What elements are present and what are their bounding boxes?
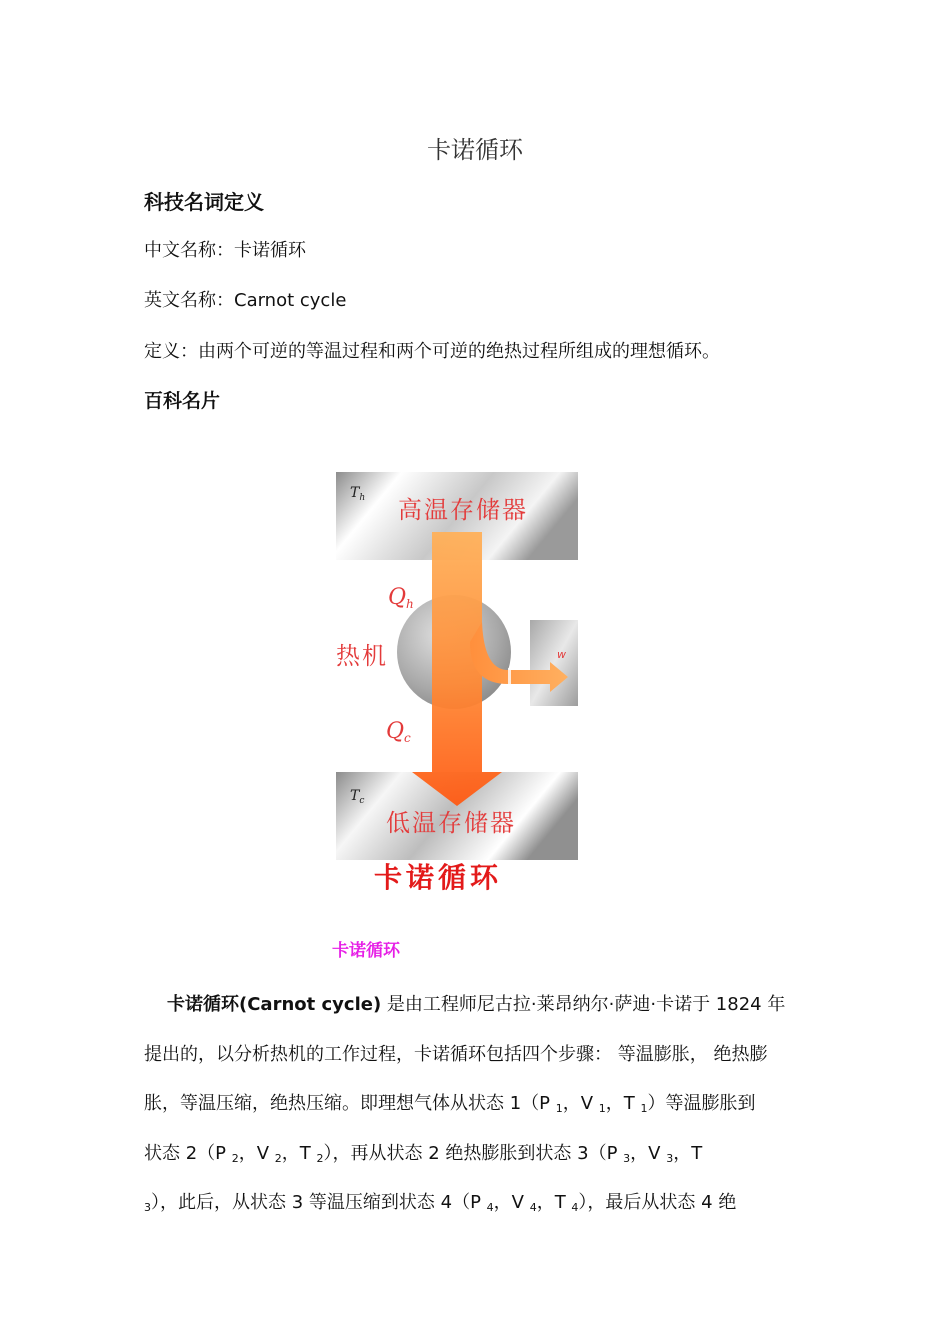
seg: ，T (281, 1142, 317, 1164)
diagram-svg (336, 472, 578, 894)
qc-label: Qc (386, 719, 411, 745)
subscript: 1 (555, 1102, 563, 1115)
body-line-3 (144, 1079, 809, 1129)
subscript: 2 (231, 1151, 239, 1165)
english-name: 英文名称：Carnot cycle (144, 290, 347, 311)
subscript: 4 (529, 1201, 537, 1214)
seg: ，V (238, 1142, 275, 1164)
figure-caption: 卡诺循环 (332, 941, 400, 961)
body-paragraph (144, 980, 809, 1228)
body-line-1 (144, 980, 809, 1030)
body-line-2: 提出的，以分析热机的工作过程，卡诺循环包括四个步骤： 等温膨胀， 绝热膨 (144, 1043, 768, 1065)
subscript: 3 (666, 1151, 674, 1165)
seg: ）等温膨胀到 (647, 1093, 756, 1114)
cold-reservoir-label: 低温存储器 (386, 809, 516, 837)
definition-text: 定义：由两个可逆的等温过程和两个可逆的绝热过程所组成的理想循环。 (144, 341, 720, 362)
subscript: 2 (274, 1151, 282, 1165)
body-line-4 (144, 1129, 809, 1179)
subscript: 1 (598, 1102, 606, 1115)
body-term: 卡诺循环(Carnot cycle) (167, 994, 382, 1015)
subscript: 1 (640, 1102, 648, 1115)
w-label: w (557, 648, 566, 661)
seg: ，T (605, 1093, 641, 1114)
carnot-cycle-diagram (336, 472, 578, 894)
engine-label: 热机 (336, 642, 388, 670)
qh-label: Qh (388, 585, 414, 611)
page-title: 卡诺循环 (427, 136, 523, 164)
seg: ，T (536, 1192, 572, 1213)
seg: ），此后，从状态 3 等温压缩到状态 4（P (151, 1192, 487, 1213)
bottom-title: 卡诺循环 (374, 861, 503, 894)
body-line-1-text: 是由工程师尼古拉·莱昂纳尔·萨迪·卡诺于 1824 年 (381, 994, 786, 1015)
seg: ，V (562, 1093, 599, 1114)
tc-label: $T_c$ (350, 788, 365, 806)
seg: ，V (493, 1192, 530, 1213)
seg: 状态 2（P (144, 1142, 232, 1164)
seg: 胀，等温压缩，绝热压缩。即理想气体从状态 1（P (144, 1093, 556, 1114)
subscript: 3 (623, 1151, 631, 1165)
seg: ），最后从状态 4 绝 (578, 1192, 737, 1213)
definition-heading: 科技名词定义 (144, 190, 264, 214)
card-heading: 百科名片 (144, 390, 221, 412)
th-label: $T_h$ (350, 485, 366, 503)
body-line-5 (144, 1178, 809, 1228)
branch-separator (508, 668, 511, 686)
subscript: 4 (571, 1201, 579, 1214)
hot-reservoir-label: 高温存储器 (398, 496, 528, 524)
chinese-name: 中文名称：卡诺循环 (144, 240, 306, 261)
subscript: 2 (316, 1151, 324, 1165)
seg: ），再从状态 2 绝热膨胀到状态 3（P (323, 1142, 624, 1164)
seg: ，V (630, 1142, 667, 1164)
subscript: 4 (486, 1201, 494, 1214)
work-block (530, 620, 578, 706)
seg: ，T (673, 1142, 703, 1164)
subscript: 3 (144, 1201, 151, 1214)
